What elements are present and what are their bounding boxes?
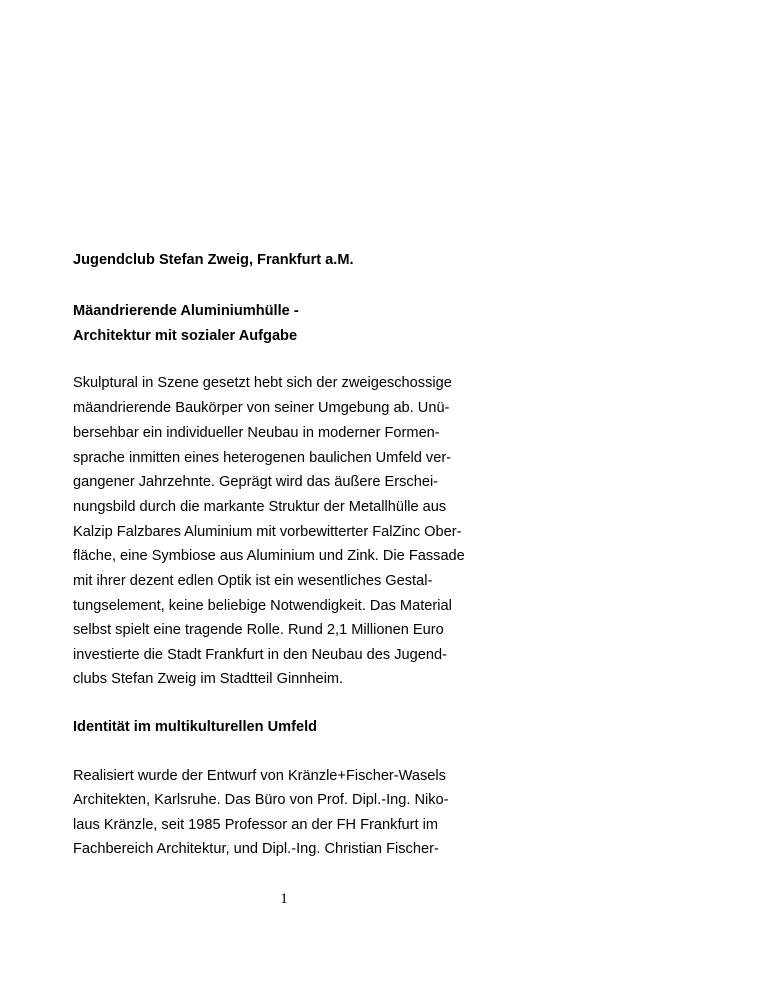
paragraph-line: investierte die Stadt Frankfurt in den Neubau des Jugend- xyxy=(73,647,447,663)
paragraph-line: Kalzip Falzbares Aluminium mit vorbewitterter FalZinc Ober- xyxy=(73,524,462,540)
paragraph-line: tungselement, keine beliebige Notwendigkeit. Das Material xyxy=(73,598,452,614)
paragraph-line: Realisiert wurde der Entwurf von Kränzle+Fischer-Wasels xyxy=(73,768,446,784)
paragraph-line: mit ihrer dezent edlen Optik ist ein wesentliches Gestal- xyxy=(73,573,433,589)
paragraph-line: Architekten, Karlsruhe. Das Büro von Prof. Dipl.-Ing. Niko- xyxy=(73,792,449,808)
paragraph-line: nungsbild durch die markante Struktur der Metallhülle aus xyxy=(73,499,447,515)
section-heading: Identität im multikulturellen Umfeld xyxy=(73,719,318,735)
paragraph-line: laus Kränzle, seit 1985 Professor an der FH Frankfurt im xyxy=(73,817,438,833)
page-number: 1 xyxy=(280,891,288,907)
paragraph-line: sprache inmitten eines heterogenen baulichen Umfeld ver- xyxy=(73,450,452,466)
subtitle-line: Architektur mit sozialer Aufgabe xyxy=(73,328,298,344)
paragraph-line: Skulptural in Szene gesetzt hebt sich der zweigeschossige xyxy=(73,375,452,391)
paragraph-line: selbst spielt eine tragende Rolle. Rund 2,1 Millionen Euro xyxy=(73,622,444,638)
paragraph-line: fläche, eine Symbiose aus Aluminium und Zink. Die Fassade xyxy=(73,548,465,564)
paragraph-line: bersehbar ein individueller Neubau in moderner Formen- xyxy=(73,425,440,441)
paragraph-line: gangener Jahrzehnte. Geprägt wird das äußere Erschei- xyxy=(73,474,439,490)
paragraph-line: Fachbereich Architektur, und Dipl.-Ing. Christian Fischer- xyxy=(73,841,439,857)
document-title: Jugendclub Stefan Zweig, Frankfurt a.M. xyxy=(73,252,354,268)
subtitle-line: Mäandrierende Aluminiumhülle - xyxy=(73,303,299,319)
paragraph-line: mäandrierende Baukörper von seiner Umgebung ab. Unü- xyxy=(73,400,450,416)
paragraph-line: clubs Stefan Zweig im Stadtteil Ginnheim. xyxy=(73,671,344,687)
